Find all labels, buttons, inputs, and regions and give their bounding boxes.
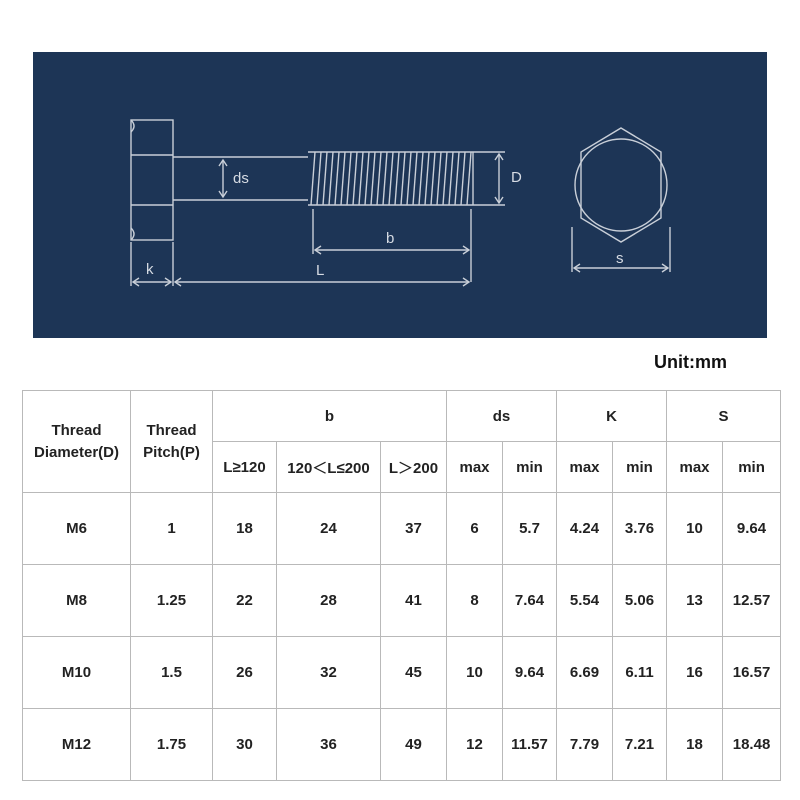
header-k: K — [557, 391, 667, 442]
header-b: b — [213, 391, 447, 442]
header-b-sub: 120＜L≤200 — [277, 442, 381, 493]
table-cell: 12 — [447, 709, 503, 781]
thread-line — [341, 152, 345, 205]
thread-line — [383, 152, 387, 205]
table-cell: 26 — [213, 637, 277, 709]
thread-line — [365, 152, 369, 205]
label-s: s — [616, 250, 624, 267]
table-cell: 1.25 — [131, 565, 213, 637]
thread-line — [449, 152, 453, 205]
hex-inner-circle — [575, 139, 667, 231]
thread-line — [455, 152, 459, 205]
table-cell: 11.57 — [503, 709, 557, 781]
table-cell: M8 — [23, 565, 131, 637]
bolt-head-outline — [131, 120, 173, 240]
unit-label: Unit:mm — [654, 352, 727, 372]
table-cell: 6 — [447, 493, 503, 565]
thread-line — [425, 152, 429, 205]
table-cell: 10 — [447, 637, 503, 709]
header-thread-diameter: Thread Diameter(D) — [23, 391, 131, 493]
table-cell: 24 — [277, 493, 381, 565]
table-cell: 18.48 — [723, 709, 781, 781]
table-cell: 7.21 — [613, 709, 667, 781]
table-cell: 9.64 — [503, 637, 557, 709]
bolt-spec-table — [22, 390, 781, 781]
label-ds: ds — [233, 170, 249, 187]
header-b-sub: L≥120 — [213, 442, 277, 493]
hex-head-top-view — [581, 128, 661, 242]
table-cell: 8 — [447, 565, 503, 637]
table-cell: 4.24 — [557, 493, 613, 565]
table-cell: M6 — [23, 493, 131, 565]
thread-line — [329, 152, 333, 205]
header-s-min: min — [723, 442, 781, 493]
table-cell: 6.11 — [613, 637, 667, 709]
table-cell: 1 — [131, 493, 213, 565]
table-cell: 7.64 — [503, 565, 557, 637]
table-row — [23, 637, 781, 709]
header-s: S — [667, 391, 781, 442]
label-L: L — [316, 262, 325, 279]
table-cell: 9.64 — [723, 493, 781, 565]
thread-line — [359, 152, 363, 205]
header-b-sub: L＞200 — [381, 442, 447, 493]
table-cell: 16 — [667, 637, 723, 709]
table-cell: 6.69 — [557, 637, 613, 709]
thread-line — [371, 152, 375, 205]
table-cell: 5.06 — [613, 565, 667, 637]
header-thread-pitch: Thread Pitch(P) — [131, 391, 213, 493]
table-cell: M12 — [23, 709, 131, 781]
table-cell: 1.5 — [131, 637, 213, 709]
thread-line — [335, 152, 339, 205]
thread-line — [317, 152, 321, 205]
table-row — [23, 565, 781, 637]
table-cell: 10 — [667, 493, 723, 565]
bolt-diagram — [33, 52, 767, 338]
table-cell: 7.79 — [557, 709, 613, 781]
thread-line — [347, 152, 351, 205]
table-cell: 18 — [667, 709, 723, 781]
label-b: b — [386, 230, 395, 247]
header-ds-max: max — [447, 442, 503, 493]
label-D: D — [511, 169, 522, 186]
header-ds-min: min — [503, 442, 557, 493]
thread-line — [389, 152, 393, 205]
bolt-diagram-panel — [33, 52, 767, 338]
thread-line — [377, 152, 381, 205]
table-cell: M10 — [23, 637, 131, 709]
table-cell: 49 — [381, 709, 447, 781]
table-cell: 13 — [667, 565, 723, 637]
thread-line — [401, 152, 405, 205]
table-cell: 12.57 — [723, 565, 781, 637]
table-cell: 41 — [381, 565, 447, 637]
thread-section — [311, 152, 471, 205]
label-k: k — [146, 261, 154, 278]
table-cell: 30 — [213, 709, 277, 781]
table-cell: 3.76 — [613, 493, 667, 565]
table-cell: 37 — [381, 493, 447, 565]
thread-line — [443, 152, 447, 205]
thread-line — [419, 152, 423, 205]
header-s-max: max — [667, 442, 723, 493]
table-row — [23, 493, 781, 565]
table-cell: 22 — [213, 565, 277, 637]
thread-line — [461, 152, 465, 205]
table-cell: 1.75 — [131, 709, 213, 781]
table-cell: 36 — [277, 709, 381, 781]
thread-line — [353, 152, 357, 205]
thread-line — [437, 152, 441, 205]
header-k-min: min — [613, 442, 667, 493]
header-k-max: max — [557, 442, 613, 493]
thread-line — [311, 152, 315, 205]
thread-line — [395, 152, 399, 205]
table-row — [23, 709, 781, 781]
table-cell: 5.54 — [557, 565, 613, 637]
thread-line — [467, 152, 471, 205]
table-cell: 5.7 — [503, 493, 557, 565]
thread-line — [431, 152, 435, 205]
table-cell: 18 — [213, 493, 277, 565]
thread-line — [323, 152, 327, 205]
table-cell: 45 — [381, 637, 447, 709]
table-cell: 32 — [277, 637, 381, 709]
header-ds: ds — [447, 391, 557, 442]
table-cell: 28 — [277, 565, 381, 637]
thread-line — [407, 152, 411, 205]
table-cell: 16.57 — [723, 637, 781, 709]
thread-line — [413, 152, 417, 205]
